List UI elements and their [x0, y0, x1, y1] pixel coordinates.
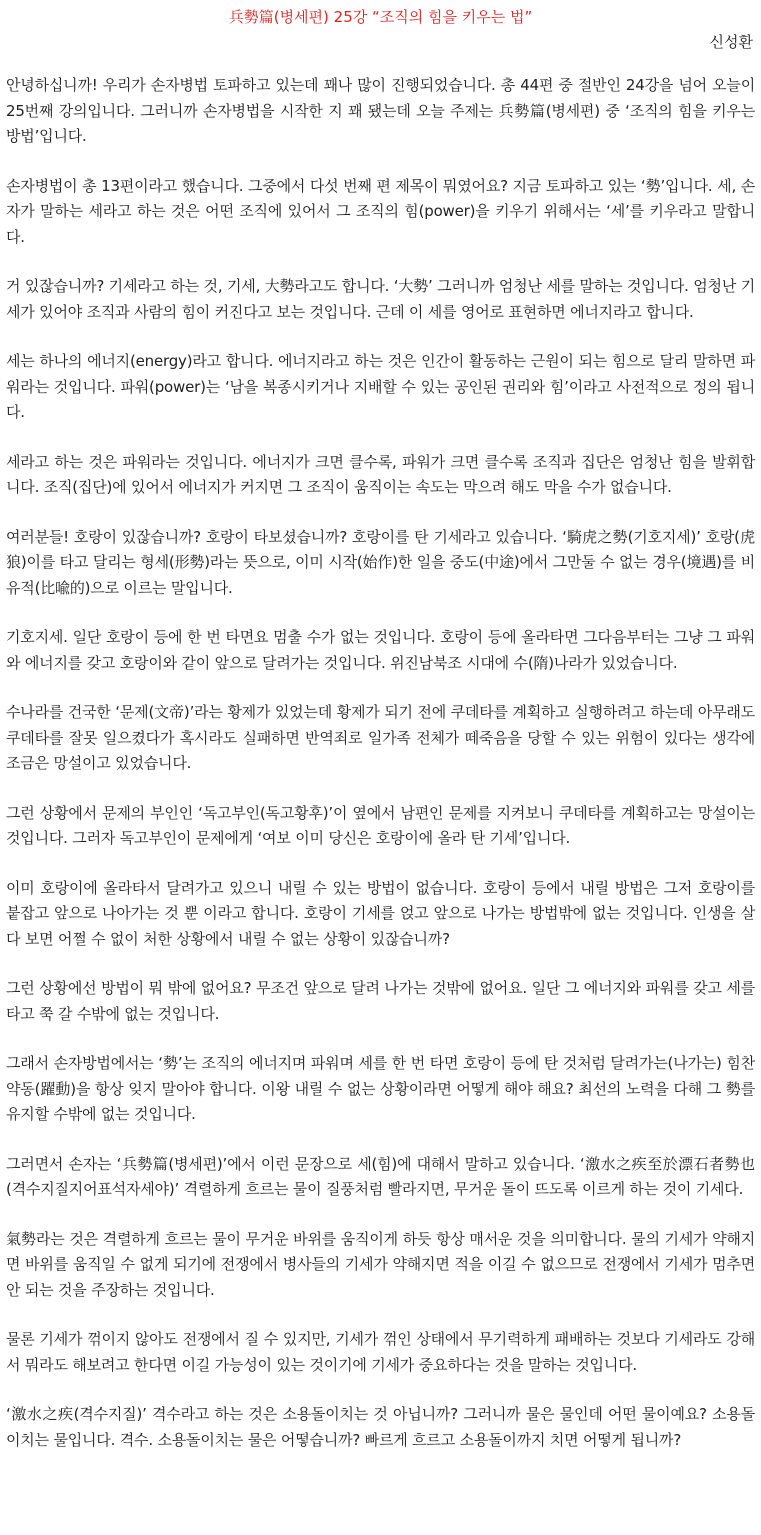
paragraph: 수나라를 건국한 ‘문제(文帝)’라는 황제가 있었는데 황제가 되기 전에 쿠데타를 계획하고 실행하려고 하는데 아무래도 쿠데타를 잘못 일으켰다가 혹시라도 실패하면 반역죄로 일가족 전체가 떼죽음을 당할 수 있는 위험이 있다는 생각에 조금은 망설이고 있었습니다. [6, 703, 755, 772]
paragraph: 氣勢라는 것은 격렬하게 흐르는 물이 무거운 바위를 움직이게 하듯 항상 매서운 것을 의미합니다. 물의 기세가 약해지면 바위를 움직일 수 없게 되기에 전쟁에서 병사들의 기세가 약해지면 적을 이길 수 없으므로 전쟁에서 기세가 멈추면 안 되는 것을 주장하는 것입니다. [6, 1229, 755, 1299]
paragraph: 그런 상황에서 문제의 부인인 ‘독고부인(독고황후)’이 옆에서 남편인 문제를 지켜보니 쿠데타를 계획하고는 망설이는 것입니다. 그러자 독고부인이 문제에게 ‘여보 이미 당신은 호랑이에 올라 탄 기세’입니다. [6, 803, 755, 847]
paragraph: 기호지세. 일단 호랑이 등에 한 번 타면요 멈출 수가 없는 것입니다. 호랑이 등에 올라타면 그다음부터는 그냥 그 파워와 에너지를 갖고 호랑이와 같이 앞으로 달려가는 것입니다. 위진남북조 시대에 수(隋)나라가 있었습니다. [6, 628, 755, 672]
paragraph: 거 있잖습니까? 기세라고 하는 것, 기세, 大勢라고도 합니다. ‘大勢’ 그러니까 엄청난 세를 말하는 것입니다. 엄청난 기세가 있어야 조직과 사람의 힘이 커진다고 보는 것입니다. 근데 이 세를 영어로 표현하면 에너지라고 합니다. [6, 277, 755, 321]
paragraph: 여러분들! 호랑이 있잖습니까? 호랑이 타보셨습니까? 호랑이를 탄 기세라고 있습니다. ‘騎虎之勢(기호지세)’ 호랑(虎狼)이를 타고 달리는 형세(形勢)라는 뜻으로, 이미 시작(始作)한 일을 중도(中途)에서 그만둘 수 없는 경우(境遇)를 비유적(比喩的)으로 이르는 말입니다. [6, 527, 755, 597]
paragraph: 이미 호랑이에 올라타서 달려가고 있으니 내릴 수 있는 방법이 없습니다. 호랑이 등에서 내릴 방법은 그저 호랑이를 붙잡고 앞으로 나아가는 것 뿐 이라고 합니다. 호랑이 기세를 얹고 앞으로 나가는 방법밖에 없는 것입니다. 인생을 살다 보면 어쩔 수 없이 처한 상황에서 내릴 수 없는 상황이 있잖습니까? [6, 878, 755, 948]
article-title: 兵勢篇(병세편) 25강 “조직의 힘을 키우는 법” [228, 8, 533, 26]
paragraph: 물론 기세가 꺾이지 않아도 전쟁에서 질 수 있지만, 기세가 꺾인 상태에서 무기력하게 패배하는 것보다 기세라도 강해서 뭐라도 해보려고 한다면 이길 가능성이 있는 것이기에 기세가 중요하다는 것을 말하는 것입니다. [6, 1330, 755, 1374]
paragraph: 그런 상황에선 방법이 뭐 밖에 없어요? 무조건 앞으로 달려 나가는 것밖에 없어요. 일단 그 에너지와 파워를 갖고 세를 타고 쭉 갈 수밖에 없는 것입니다. [6, 979, 755, 1023]
paragraph: 그러면서 손자는 ‘兵勢篇(병세편)’에서 이런 문장으로 세(힘)에 대해서 말하고 있습니다. ‘激水之疾至於漂石者勢也(격수지질지어표석자세야)’ 격렬하게 흐르는 물이 질풍처럼 빨라지면, 무거운 돌이 뜨도록 이르게 하는 것이 기세다. [6, 1154, 755, 1198]
paragraph: 손자병법이 총 13편이라고 했습니다. 그중에서 다섯 번째 편 제목이 뭐였어요? 지금 토파하고 있는 ‘勢’입니다. 세, 손자가 말하는 세라고 하는 것은 어떤 조직에 있어서 그 조직의 힘(power)을 키우기 위해서는 ‘세’를 키우라고 말합니다. [6, 176, 755, 246]
paragraph: 세라고 하는 것은 파워라는 것입니다. 에너지가 크면 클수록, 파워가 크면 클수록 조직과 집단은 엄청난 힘을 발휘합니다. 조직(집단)에 있어서 에너지가 커지면 그 조직이 움직이는 속도는 막으려 해도 막을 수가 없습니다. [6, 452, 755, 496]
paragraph: ‘激水之疾(격수지질)’ 격수라고 하는 것은 소용돌이치는 것 아닙니까? 그러니까 물은 물인데 어떤 물이예요? 소용돌이치는 물입니다. 격수. 소용돌이치는 물은 어떻습니까? 빠르게 흐르고 소용돌이까지 치면 어떻게 됩니까? [6, 1405, 755, 1449]
paragraph: 그래서 손자방법에서는 ‘勢’는 조직의 에너지며 파워며 세를 한 번 타면 호랑이 등에 탄 것처럼 달려가는(나가는) 힘찬 약동(躍動)을 항상 잊지 말아야 합니다. 이왕 내릴 수 없는 상황이라면 어떻게 해야 해요? 최선의 노력을 다해 그 勢를 유지할 수밖에 없는 것입니다. [6, 1054, 755, 1123]
article-body [6, 73, 755, 1453]
paragraph: 안녕하십니까! 우리가 손자병법 토파하고 있는데 꽤나 많이 진행되었습니다. 총 44편 중 절반인 24강을 넘어 오늘이 25번째 강의입니다. 그러니까 손자병법을 시작한 지 꽤 됐는데 오늘 주제는 兵勢篇(병세편) 중 ‘조직의 힘을 키우는 방법’입니다. [6, 76, 755, 145]
paragraph: 세는 하나의 에너지(energy)라고 합니다. 에너지라고 하는 것은 인간이 활동하는 근원이 되는 힘으로 달리 말하면 파워라는 것입니다. 파워(power)는 ‘남을 복종시키거나 지배할 수 있는 공인된 권리와 힘’이라고 사전적으로 정의 됩니다. [6, 352, 755, 421]
article-author: 신성환 [709, 33, 753, 51]
